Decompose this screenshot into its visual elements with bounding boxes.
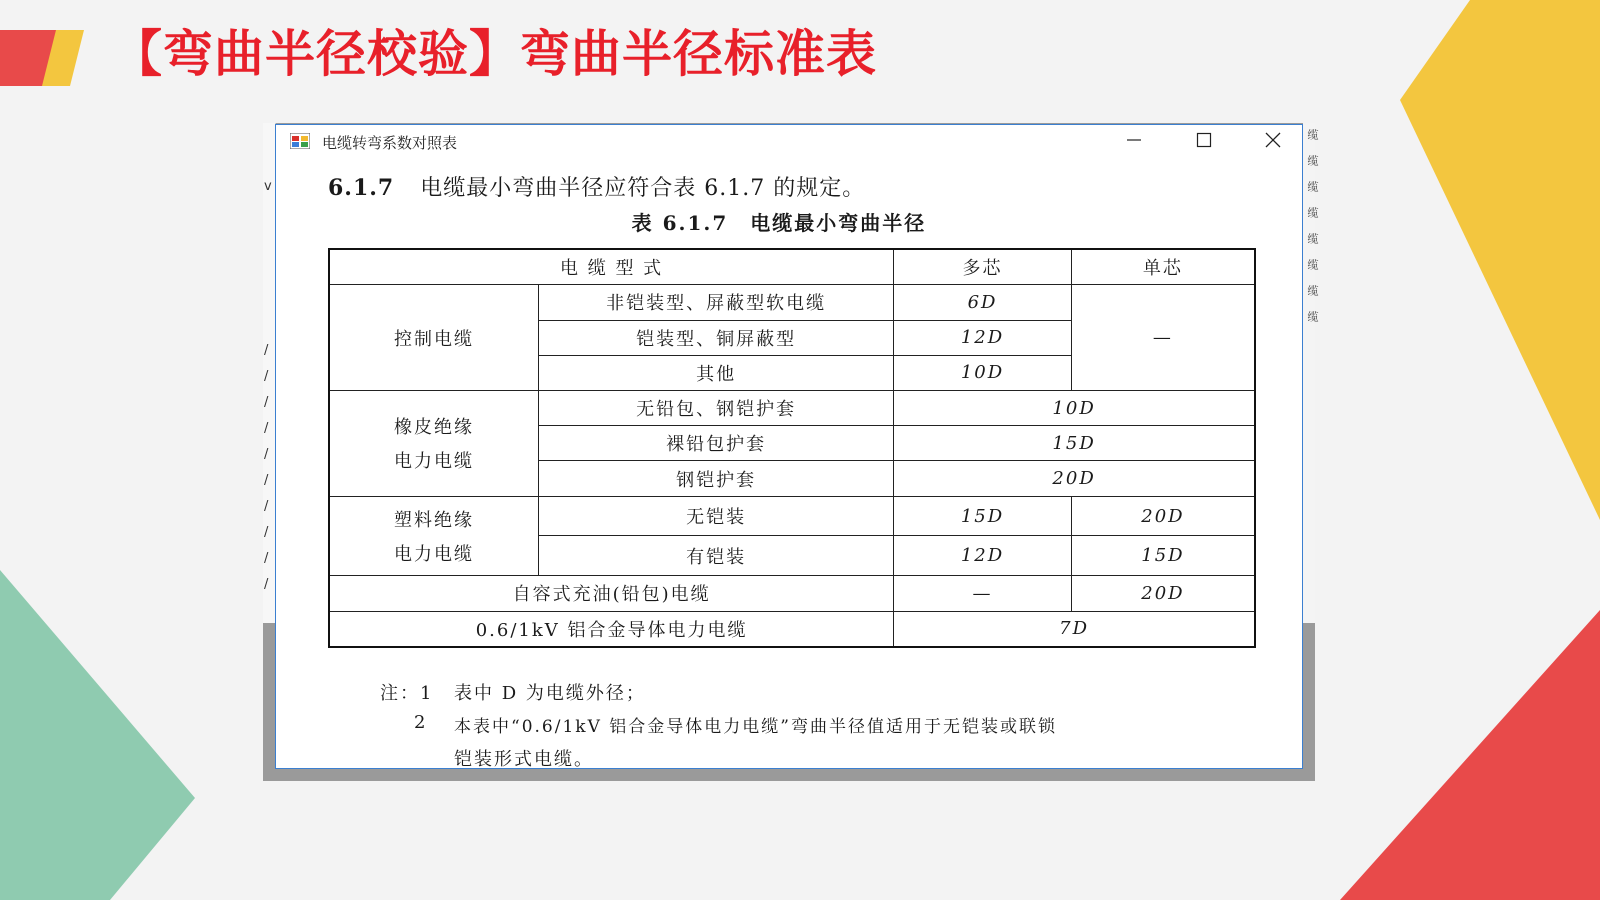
- red-yellow-parallelogram-decoration: [0, 0, 100, 100]
- strip-char: /: [264, 447, 269, 462]
- strip-char: 缆: [1306, 233, 1319, 244]
- cell-single: 20D: [1071, 576, 1255, 611]
- strip-char: /: [264, 369, 269, 384]
- strip-char: 缆: [1306, 259, 1319, 270]
- note-2: 本表中“0.6/1kV 铝合金导体电力电缆”弯曲半径值适用于无铠装或联锁: [454, 717, 1057, 737]
- cell-multi: 12D: [894, 320, 1072, 355]
- table-caption: 表 6.1.7 电缆最小弯曲半径: [631, 211, 927, 235]
- clause-heading: [328, 171, 865, 202]
- app-window-icon: [290, 133, 310, 149]
- slide-title: 【弯曲半径校验】弯曲半径标准表: [112, 25, 877, 83]
- cell-single: 20D: [1071, 496, 1255, 536]
- maximize-icon: [1196, 132, 1212, 148]
- cell-type: 非铠装型、屏蔽型软电缆: [539, 285, 894, 320]
- note-1: 表中 D 为电缆外径；: [454, 683, 646, 704]
- cell-type: 0.6/1kV 铝合金导体电力电缆: [329, 611, 894, 647]
- label-line: 电力电缆: [394, 543, 474, 565]
- maximize-button[interactable]: [1181, 125, 1227, 155]
- strip-char: /: [264, 395, 269, 410]
- cell-type: 裸铅包护套: [539, 426, 894, 461]
- header-single-core: 单芯: [1071, 249, 1255, 285]
- cell-value: 20D: [894, 461, 1255, 496]
- close-icon: [1265, 132, 1281, 148]
- cell-type: 其他: [539, 355, 894, 390]
- header-multi-core: 多芯: [894, 249, 1072, 285]
- window-title: 电缆转弯系数对照表: [322, 134, 458, 152]
- cell-single: 15D: [1071, 536, 1255, 576]
- cell-type: 钢铠护套: [539, 461, 894, 496]
- cell-value: 10D: [894, 391, 1255, 426]
- strip-char: /: [264, 551, 269, 566]
- table-header-row: [329, 249, 1255, 285]
- strip-char: 缆: [1306, 129, 1319, 140]
- cell-multi: 6D: [894, 285, 1072, 320]
- table-row: [329, 285, 1255, 320]
- strip-char: 缆: [1306, 207, 1319, 218]
- window-titlebar[interactable]: [276, 125, 1302, 155]
- cell-multi: 12D: [894, 536, 1072, 576]
- cell-single: —: [1071, 285, 1255, 391]
- strip-char: /: [264, 473, 269, 488]
- table-row: [329, 391, 1255, 426]
- cell-value: 15D: [894, 426, 1255, 461]
- note-2-cont: 铠装形式电缆。: [454, 749, 594, 770]
- yellow-corner-decoration: [1400, 0, 1600, 540]
- strip-char: 缆: [1306, 285, 1319, 296]
- green-corner-decoration: [0, 570, 200, 900]
- strip-char: /: [264, 421, 269, 436]
- close-button[interactable]: [1250, 125, 1296, 155]
- cell-type: 自容式充油(铅包)电缆: [329, 576, 894, 611]
- strip-char: 缆: [1306, 181, 1319, 192]
- strip-char: /: [264, 499, 269, 514]
- header-cable-type: 电 缆 型 式: [329, 249, 894, 285]
- clause-text: 电缆最小弯曲半径应符合表 6.1.7 的规定。: [420, 176, 866, 201]
- clause-number: 6.1.7: [328, 175, 395, 201]
- cell-multi: 15D: [894, 496, 1072, 536]
- table-row: [329, 611, 1255, 647]
- strip-char: 缆: [1306, 155, 1319, 166]
- strip-char: /: [264, 577, 269, 592]
- label-line: 电力电缆: [394, 451, 474, 473]
- background-window-right-strip: [1303, 123, 1319, 623]
- rubber-cable-label: [329, 391, 539, 497]
- red-corner-decoration: [1340, 600, 1600, 900]
- document-image: [276, 155, 1302, 768]
- note-label: 注：1: [380, 683, 434, 704]
- table-row: [329, 576, 1255, 611]
- label-line: 塑料绝缘: [394, 509, 474, 531]
- minimize-icon: [1126, 132, 1142, 148]
- cell-type: 铠装型、铜屏蔽型: [539, 320, 894, 355]
- cable-bend-coefficient-window[interactable]: [275, 124, 1303, 769]
- cell-multi: —: [894, 576, 1072, 611]
- strip-char: /: [264, 525, 269, 540]
- table-row: [329, 496, 1255, 536]
- bend-radius-table: [328, 248, 1256, 648]
- minimize-button[interactable]: [1111, 125, 1157, 155]
- strip-char: 缆: [1306, 311, 1319, 322]
- plastic-cable-label: [329, 496, 539, 576]
- label-line: 橡皮绝缘: [394, 417, 474, 439]
- note-2-number: 2: [414, 712, 428, 733]
- cell-multi: 10D: [894, 355, 1072, 390]
- cell-value: 7D: [894, 611, 1255, 647]
- control-cable-label: 控制电缆: [329, 285, 539, 391]
- cell-type: 无铠装: [539, 496, 894, 536]
- strip-char: /: [264, 343, 269, 358]
- cell-type: 有铠装: [539, 536, 894, 576]
- strip-char: v: [264, 179, 272, 194]
- cell-type: 无铅包、钢铠护套: [539, 391, 894, 426]
